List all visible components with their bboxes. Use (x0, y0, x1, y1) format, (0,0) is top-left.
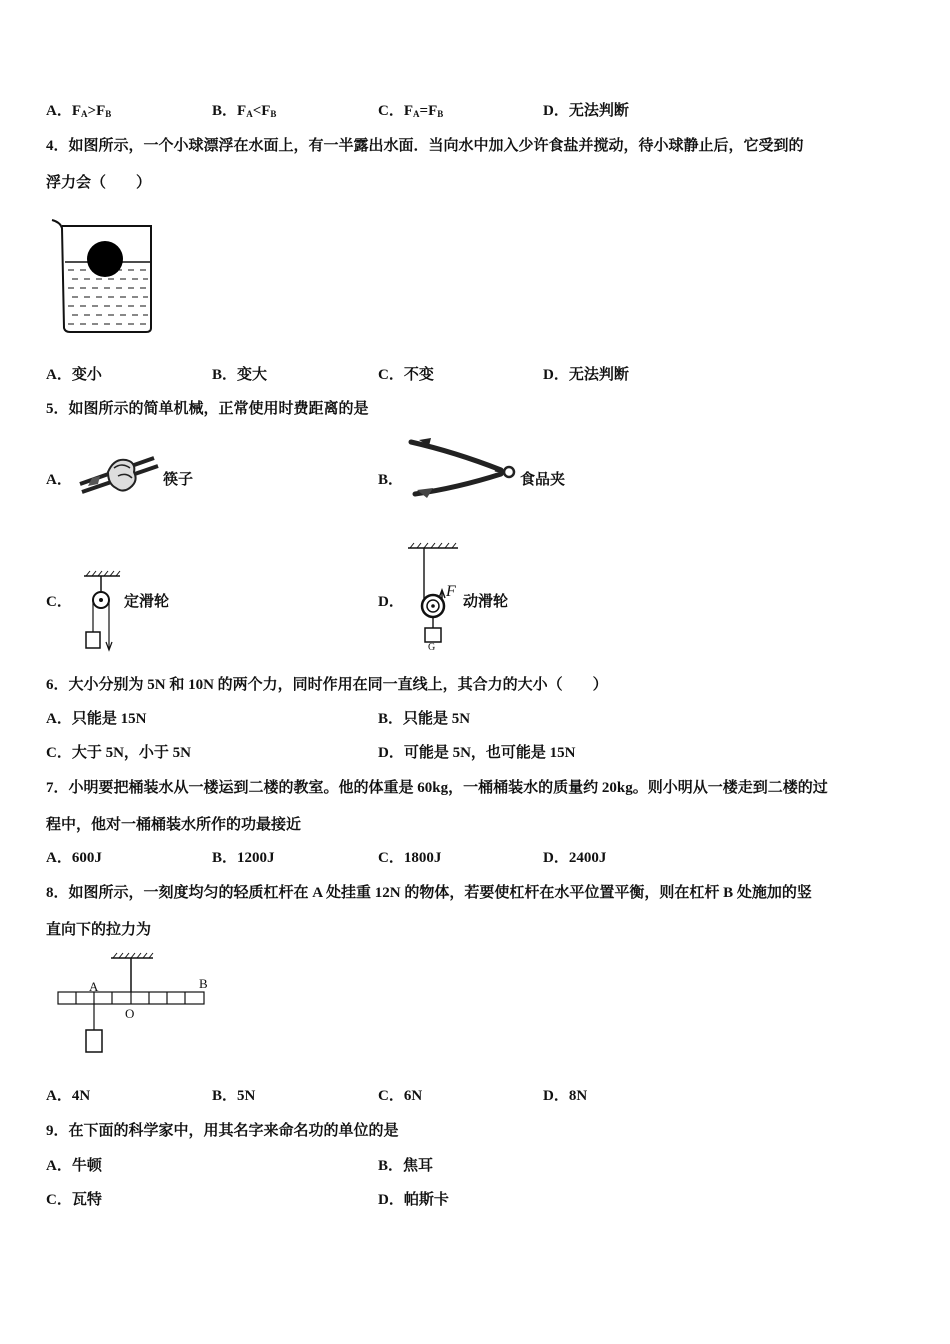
q7-option-b[interactable]: B．1200J (212, 850, 275, 866)
q7-stem-line1: 7．小明要把桶装水从一楼运到二楼的教室。他的体重是 60kg，一桶桶装水的质量约 20kg。则小明从一楼走到二楼的过 (46, 780, 828, 796)
q8-option-d[interactable]: D．8N (543, 1088, 588, 1104)
chopsticks-hand-image (78, 452, 160, 498)
q6-stem: 6．大小分别为 5N 和 10N 的两个力，同时作用在同一直线上，其合力的大小（ ） (46, 677, 608, 693)
option-letter: D． (378, 594, 404, 610)
q8-stem-line1: 8．如图所示，一刻度均匀的轻质杠杆在 A 处挂重 12N 的物体，若要使杠杆在水平位置平衡，则在杠杆 B 处施加的竖 (46, 885, 812, 901)
q8-option-c[interactable]: C．6N (378, 1088, 423, 1104)
food-tongs-image (405, 436, 519, 500)
force-symbol: F (71, 103, 82, 119)
q4-stem-line2: 浮力会（ ） (46, 175, 152, 191)
q7-option-d[interactable]: D．2400J (543, 850, 607, 866)
q5-option-c[interactable] (46, 592, 72, 612)
force-f-label: F (446, 583, 456, 600)
lever-figure (55, 952, 215, 1058)
option-letter: D． (543, 103, 569, 119)
comparison: >F (87, 103, 106, 119)
q8-option-a[interactable]: A．4N (46, 1088, 91, 1104)
lever-label-b: B (199, 976, 208, 991)
q5-option-c-label: 定滑轮 (124, 594, 170, 610)
force-symbol: F (237, 103, 247, 119)
q8-stem-line2: 直向下的拉力为 (46, 922, 152, 938)
q5-stem: 5．如图所示的简单机械，正常使用时费距离的是 (46, 401, 369, 417)
q6-option-c[interactable]: C．大于 5N，小于 5N (46, 745, 191, 761)
q3-option-a[interactable] (46, 101, 111, 124)
option-letter: C． (378, 103, 404, 119)
option-letter: A． (46, 103, 72, 119)
option-letter: A． (46, 472, 72, 488)
q5-option-b-label: 食品夹 (520, 472, 566, 488)
q4-option-c[interactable]: C．不变 (378, 367, 434, 383)
option-text: 无法判断 (568, 103, 629, 119)
q5-option-a-label: 筷子 (163, 472, 194, 488)
q5-option-d[interactable] (378, 592, 404, 612)
fixed-pulley-figure (78, 570, 124, 654)
subscript: B (105, 109, 112, 119)
q7-option-a[interactable]: A．600J (46, 850, 102, 866)
q6-option-b[interactable]: B．只能是 5N (378, 711, 471, 727)
q8-option-b[interactable]: B．5N (212, 1088, 256, 1104)
q6-option-d[interactable]: D．可能是 5N，也可能是 15N (378, 745, 576, 761)
q9-option-c[interactable]: C．瓦特 (46, 1192, 102, 1208)
q3-option-b[interactable] (212, 101, 276, 124)
q6-option-a[interactable]: A．只能是 15N (46, 711, 147, 727)
option-letter: B． (212, 103, 238, 119)
q4-option-a[interactable]: A．变小 (46, 367, 102, 383)
q4-option-d[interactable]: D．无法判断 (543, 367, 629, 383)
q3-option-c[interactable] (378, 101, 443, 124)
option-letter: C． (46, 594, 72, 610)
subscript: A (81, 109, 88, 119)
q4-option-b[interactable]: B．变大 (212, 367, 268, 383)
comparison: =F (419, 103, 438, 119)
beaker-figure (50, 218, 160, 338)
q9-option-b[interactable]: B．焦耳 (378, 1158, 434, 1174)
lever-label-o: O (125, 1006, 135, 1021)
q7-option-c[interactable]: C．1800J (378, 850, 442, 866)
subscript: A (413, 109, 420, 119)
comparison: <F (252, 103, 271, 119)
option-letter: B． (378, 472, 404, 488)
floating-ball (87, 241, 123, 277)
q5-option-a[interactable] (46, 470, 72, 490)
q5-option-b[interactable] (378, 470, 403, 490)
q5-option-d-label: 动滑轮 (463, 594, 509, 610)
weight-g-label: G (428, 642, 436, 653)
subscript: B (437, 109, 444, 119)
subscript: A (246, 109, 253, 119)
q3-option-d[interactable] (543, 101, 629, 121)
q7-stem-line2: 程中，他对一桶桶装水所作的功最接近 (46, 817, 302, 833)
q9-stem: 9．在下面的科学家中，用其名字来命名功的单位的是 (46, 1123, 399, 1139)
lever-label-a: A (89, 979, 99, 994)
subscript: B (270, 109, 277, 119)
q4-stem-line1: 4．如图所示，一个小球漂浮在水面上，有一半露出水面．当向水中加入少许食盐并搅动，待小球静止后，它受到的 (46, 138, 804, 154)
q9-option-d[interactable]: D．帕斯卡 (378, 1192, 449, 1208)
force-symbol: F (403, 103, 414, 119)
q9-option-a[interactable]: A．牛顿 (46, 1158, 102, 1174)
